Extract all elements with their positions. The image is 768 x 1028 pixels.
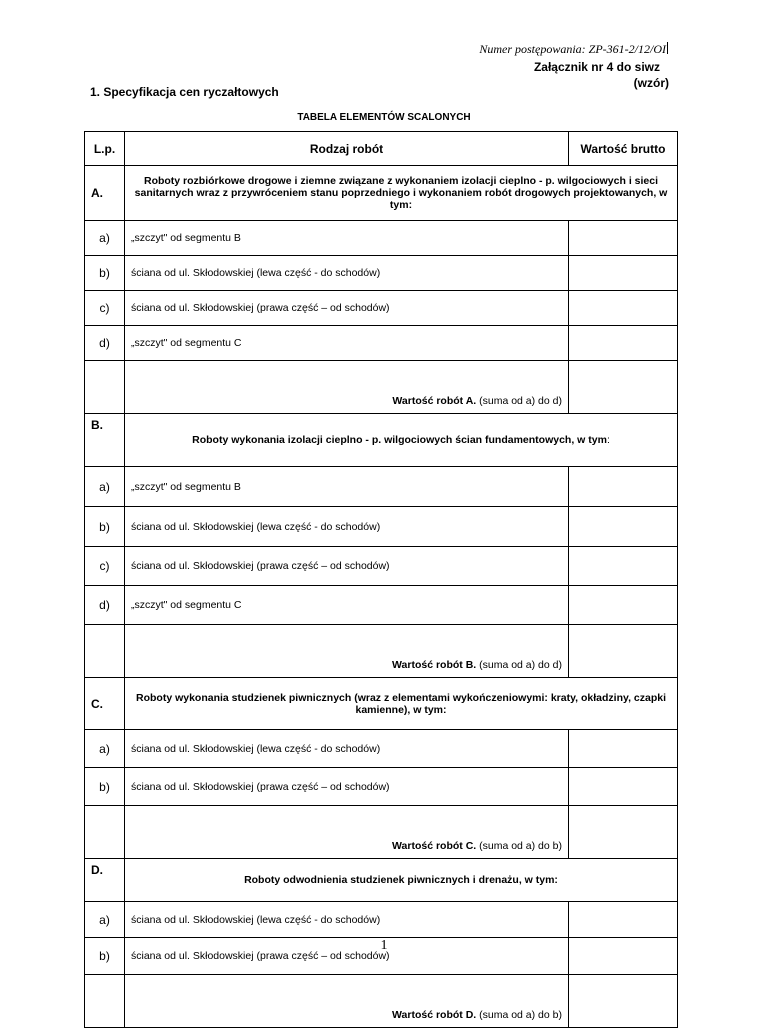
- section-d-row: [85, 859, 678, 902]
- procedure-number: Numer postępowania: ZP-361-2/12/OI: [479, 42, 666, 56]
- section-b-row: [85, 414, 678, 467]
- item-text: ściana od ul. Skłodowskiej (prawa część – od schodów): [125, 291, 569, 326]
- spec-title: 1. Specyfikacja cen ryczałtowych: [90, 85, 279, 99]
- item-text: ściana od ul. Skłodowskiej (lewa część - do schodów): [125, 902, 569, 938]
- page-number: 1: [380, 938, 388, 953]
- item-lp: b): [85, 256, 125, 291]
- sum-value-cell[interactable]: [569, 975, 678, 1028]
- value-cell[interactable]: [569, 902, 678, 938]
- section-letter: C.: [85, 678, 125, 730]
- section-description: Roboty rozbiórkowe drogowe i ziemne związane z wykonaniem izolacji cieplno - p. wilgociowych i sieci sanitarnych wraz z przywróceniem stanu poprzedniego i wykonaniem robót drogowych projektowanych, w tym:: [125, 166, 678, 221]
- header-rodzaj: Rodzaj robót: [125, 132, 569, 166]
- item-lp: a): [85, 221, 125, 256]
- sum-value-cell[interactable]: [569, 625, 678, 678]
- item-text: ściana od ul. Skłodowskiej (lewa część - do schodów): [125, 730, 569, 768]
- table-row: [85, 256, 678, 291]
- item-text: „szczyt" od segmentu C: [125, 326, 569, 361]
- header-wartosc: Wartość brutto: [569, 132, 678, 166]
- table-row: [85, 507, 678, 547]
- section-letter: B.: [85, 414, 125, 467]
- section-c-sum-row: [85, 806, 678, 859]
- sum-label: Wartość robót D. (suma od a) do b): [125, 975, 569, 1028]
- item-lp: b): [85, 768, 125, 806]
- item-lp: b): [85, 507, 125, 547]
- elements-table: [84, 131, 678, 1028]
- value-cell[interactable]: [569, 730, 678, 768]
- section-c-row: [85, 678, 678, 730]
- section-letter: A.: [85, 166, 125, 221]
- sum-label: Wartość robót C. (suma od a) do b): [125, 806, 569, 859]
- item-text: ściana od ul. Skłodowskiej (prawa część – od schodów): [125, 768, 569, 806]
- table-row: [85, 768, 678, 806]
- section-description: Roboty odwodnienia studzienek piwnicznych i drenażu, w tym:: [125, 859, 678, 902]
- item-lp: a): [85, 902, 125, 938]
- item-text: „szczyt" od segmentu B: [125, 467, 569, 507]
- item-text: „szczyt" od segmentu B: [125, 221, 569, 256]
- table-row: [85, 326, 678, 361]
- value-cell[interactable]: [569, 221, 678, 256]
- table-title: TABELA ELEMENTÓW SCALONYCH: [297, 112, 471, 123]
- item-lp: a): [85, 730, 125, 768]
- item-lp: d): [85, 586, 125, 625]
- section-description: Roboty wykonania izolacji cieplno - p. wilgociowych ścian fundamentowych, w tym:: [125, 414, 678, 467]
- table-row: [85, 586, 678, 625]
- table-row: [85, 730, 678, 768]
- attachment-line-1: Załącznik nr 4 do siwz: [533, 60, 660, 74]
- value-cell[interactable]: [569, 326, 678, 361]
- table-header-row: [85, 132, 678, 166]
- table-row: [85, 547, 678, 586]
- item-text: ściana od ul. Skłodowskiej (lewa część - do schodów): [125, 507, 569, 547]
- item-lp: d): [85, 326, 125, 361]
- sum-label: Wartość robót B. (suma od a) do d): [125, 625, 569, 678]
- section-letter: D.: [85, 859, 125, 902]
- sum-label: Wartość robót A. (suma od a) do d): [125, 361, 569, 414]
- section-a-row: [85, 166, 678, 221]
- item-lp: a): [85, 467, 125, 507]
- header-lp: L.p.: [85, 132, 125, 166]
- value-cell[interactable]: [569, 467, 678, 507]
- value-cell[interactable]: [569, 256, 678, 291]
- item-lp: b): [85, 938, 125, 975]
- attachment-line-2: (wzór): [633, 76, 669, 90]
- value-cell[interactable]: [569, 768, 678, 806]
- value-cell[interactable]: [569, 547, 678, 586]
- value-cell[interactable]: [569, 586, 678, 625]
- table-row: [85, 221, 678, 256]
- value-cell[interactable]: [569, 507, 678, 547]
- item-text: ściana od ul. Skłodowskiej (prawa część – od schodów): [125, 547, 569, 586]
- section-d-sum-row: [85, 975, 678, 1028]
- item-text: „szczyt" od segmentu C: [125, 586, 569, 625]
- item-lp: c): [85, 291, 125, 326]
- section-description: Roboty wykonania studzienek piwnicznych (wraz z elementami wykończeniowymi: kraty, okładziny, czapki kamienne), w tym:: [125, 678, 678, 730]
- item-text: ściana od ul. Skłodowskiej (lewa część - do schodów): [125, 256, 569, 291]
- item-text: ściana od ul. Skłodowskiej (prawa część – od schodów): [125, 938, 569, 975]
- value-cell[interactable]: [569, 291, 678, 326]
- table-row: [85, 291, 678, 326]
- section-b-sum-row: [85, 625, 678, 678]
- sum-value-cell[interactable]: [569, 361, 678, 414]
- sum-value-cell[interactable]: [569, 806, 678, 859]
- item-lp: c): [85, 547, 125, 586]
- table-row: [85, 467, 678, 507]
- attachment-label: [533, 59, 669, 91]
- table-row: [85, 902, 678, 938]
- section-a-sum-row: [85, 361, 678, 414]
- text-cursor: [667, 42, 668, 54]
